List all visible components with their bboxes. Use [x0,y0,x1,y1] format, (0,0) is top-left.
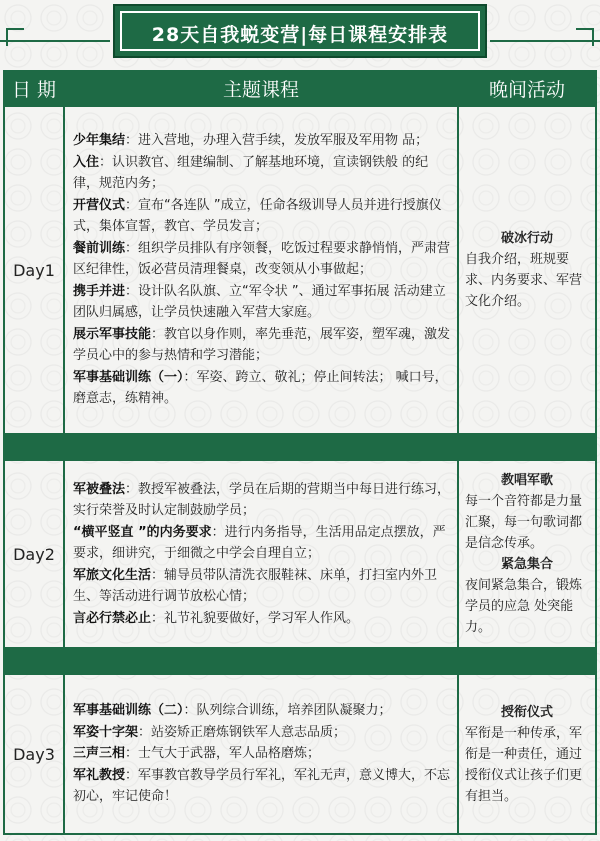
evening-text: 军衔是一种传承，军衔是一种责任，通过授衔仪式让孩子们更有担当。 [465,725,583,804]
list-item [73,479,451,522]
item-label: 言必行禁必止 [73,610,152,626]
page-title: 28天自我蜕变营|每日课程安排表 [151,24,449,46]
list-item [73,565,451,608]
list-item [73,324,451,367]
item-label: 开营仪式 [73,197,126,213]
day-evening [458,460,596,648]
header-row [4,71,596,106]
item-text: ：教官以身作则，率先垂范，展军姿，塑军魂，激发学员心中的参与热情和学习潜能； [73,326,451,364]
day-evening [458,674,596,834]
item-text: ：设计队名队旗、立“军令状 ”、通过军事拓展 活动建立团队归属感，让学员快速融入军营大家庭。 [73,283,446,321]
item-label: 三声三相 [73,746,126,762]
evening-title-2: 紧急集合 [500,557,553,572]
schedule-table [3,70,597,835]
day-topics [64,106,458,434]
evening-title: 教唱军歌 [500,473,553,488]
header-date: 日 期 [4,71,64,106]
list-item [73,238,451,281]
item-text: ：站姿矫正磨炼钢铁军人意志品质； [138,724,347,740]
day-label: Day3 [4,674,64,834]
day-topics [64,460,458,648]
item-label: 军姿十字架 [73,724,139,740]
item-label: 少年集结 [73,133,126,149]
item-text: ：进行内务指导，生活用品定点摆放，严要求，细讲究，于细微之中学会自理自立； [73,524,446,562]
item-text: ：礼节礼貌要做好，学习军人作风。 [151,610,360,626]
title-hook-right [576,28,594,46]
list-item [73,722,451,744]
list-item [73,608,451,630]
list-item [73,743,451,765]
title-hook-left [6,28,24,46]
list-item [73,700,451,722]
item-text: ：辅导员带队清洗衣服鞋袜、床单，打扫室内外卫生、等活动进行调节放松心情； [73,567,438,605]
item-text: ：士气大于武器，军人品格磨炼； [125,746,321,762]
item-label: 餐前训练 [73,240,126,256]
item-label: 军旅文化生活 [73,567,152,583]
list-item [73,367,451,410]
list-item [73,281,451,324]
evening-title: 破冰行动 [500,231,553,246]
list-item [73,765,451,808]
list-item [73,195,451,238]
item-text: ：组织学员排队有序领餐，吃饭过程要求静悄悄，严肃营区纪律性，饭必营员清理餐桌，改变领从小事做起； [73,240,451,278]
item-label: 携手并进 [73,283,126,299]
item-label: 军被叠法 [73,481,126,497]
item-text: ：认识教官、组建编制、了解基地环境，宣读钢铁般 的纪律，规范内务； [73,154,429,192]
item-text: ：军姿、跨立、敬礼；停止间转法； 喊口号，磨意志，练精神。 [73,369,448,407]
day-evening [458,106,596,434]
item-label: 军事基础训练（一） [73,369,184,385]
day-label: Day2 [4,460,64,648]
evening-text: 每一个音符都是力量汇聚，每一句歌词都是信念传承。 [465,494,583,551]
evening-text: 自我介绍，班规要求、内务要求、军营文化介绍。 [465,252,583,309]
item-label: 军礼教授 [73,767,126,783]
header-evening: 晚间活动 [458,71,596,106]
evening-title: 授衔仪式 [500,704,553,720]
day-label: Day1 [4,106,64,434]
item-text: ：队列综合训练，培养团队凝聚力； [183,703,392,719]
item-text: ：军事教官教导学员行军礼，军礼无声，意义博大，不忘初心，牢记使命！ [73,767,451,805]
table-row [4,106,596,434]
item-label: 入住 [73,154,100,170]
item-text: ：进入营地，办理入营手续，发放军服及军用物 品； [125,133,429,149]
title-box [113,4,487,58]
row-separator [4,648,596,674]
evening-text-2: 夜间紧急集合，锻炼学员的应急 处突能力。 [465,578,583,635]
item-label: “横平竖直 ”的内务要求 [73,524,212,540]
list-item [73,130,451,152]
row-separator [4,434,596,460]
table-row [4,460,596,648]
title-banner [0,0,600,70]
list-item [73,152,451,195]
list-item [73,522,451,565]
item-label: 展示军事技能 [73,326,152,342]
day-topics [64,674,458,834]
header-topic: 主题课程 [64,71,458,106]
item-label: 军事基础训练（二） [73,703,184,719]
item-text: ：宣布“各连队 ”成立，任命各级训导人员并进行授旗仪式，集体宣誓，教官、学员发言； [73,197,442,235]
table-row [4,674,596,834]
item-text: ：教授军被叠法，学员在后期的营期当中每日进行练习，实行荣誉及时认定制鼓励学员； [73,481,451,519]
